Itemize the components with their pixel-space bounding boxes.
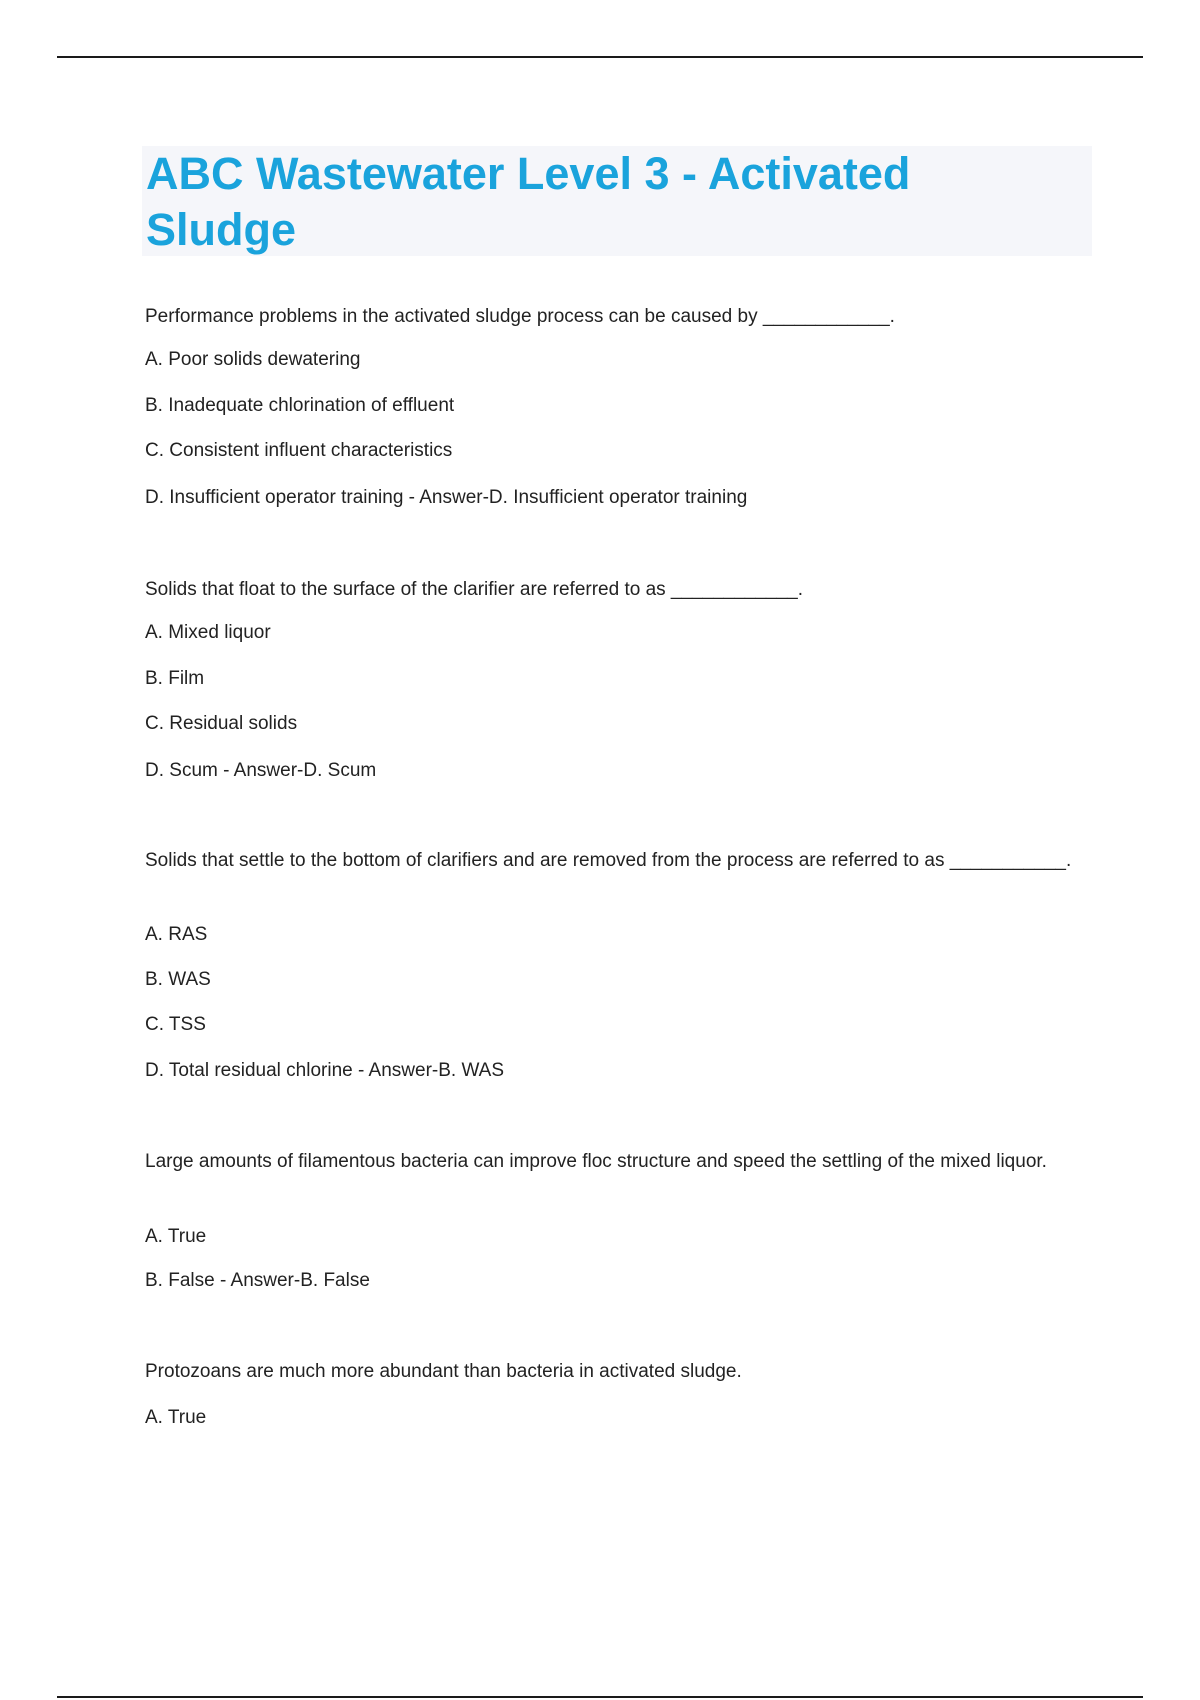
header-rule — [57, 56, 1143, 58]
question-prompt: Performance problems in the activated sludge process can be caused by ____________. — [145, 306, 895, 327]
answer-option: D. Insufficient operator training - Answer-D. Insufficient operator training — [145, 487, 748, 508]
answer-option: A. RAS — [145, 924, 208, 945]
answer-option: A. Poor solids dewatering — [145, 349, 361, 370]
answer-option: B. False - Answer-B. False — [145, 1270, 370, 1291]
answer-option: D. Total residual chlorine - Answer-B. WAS — [145, 1060, 505, 1081]
answer-option: B. Film — [145, 668, 205, 689]
answer-option: A. True — [145, 1226, 207, 1247]
answer-option: B. WAS — [145, 969, 211, 990]
question-prompt: Solids that settle to the bottom of clarifiers and are removed from the process are referred to as ___________. — [145, 850, 1072, 871]
question-prompt: Solids that float to the surface of the clarifier are referred to as ____________. — [145, 579, 804, 600]
answer-option: D. Scum - Answer-D. Scum — [145, 760, 377, 781]
answer-option: B. Inadequate chlorination of effluent — [145, 395, 455, 416]
answer-option: C. Consistent influent characteristics — [145, 440, 453, 461]
answer-option: A. Mixed liquor — [145, 622, 271, 643]
answer-option: C. Residual solids — [145, 713, 298, 734]
question-prompt: Protozoans are much more abundant than bacteria in activated sludge. — [145, 1361, 742, 1382]
document-title: ABC Wastewater Level 3 - Activated Sludge — [146, 148, 911, 255]
answer-option: A. True — [145, 1407, 207, 1428]
answer-option: C. TSS — [145, 1014, 206, 1035]
footer-rule — [57, 1696, 1143, 1698]
question-prompt: Large amounts of filamentous bacteria can improve floc structure and speed the settling of the mixed liquor. — [145, 1151, 1047, 1172]
